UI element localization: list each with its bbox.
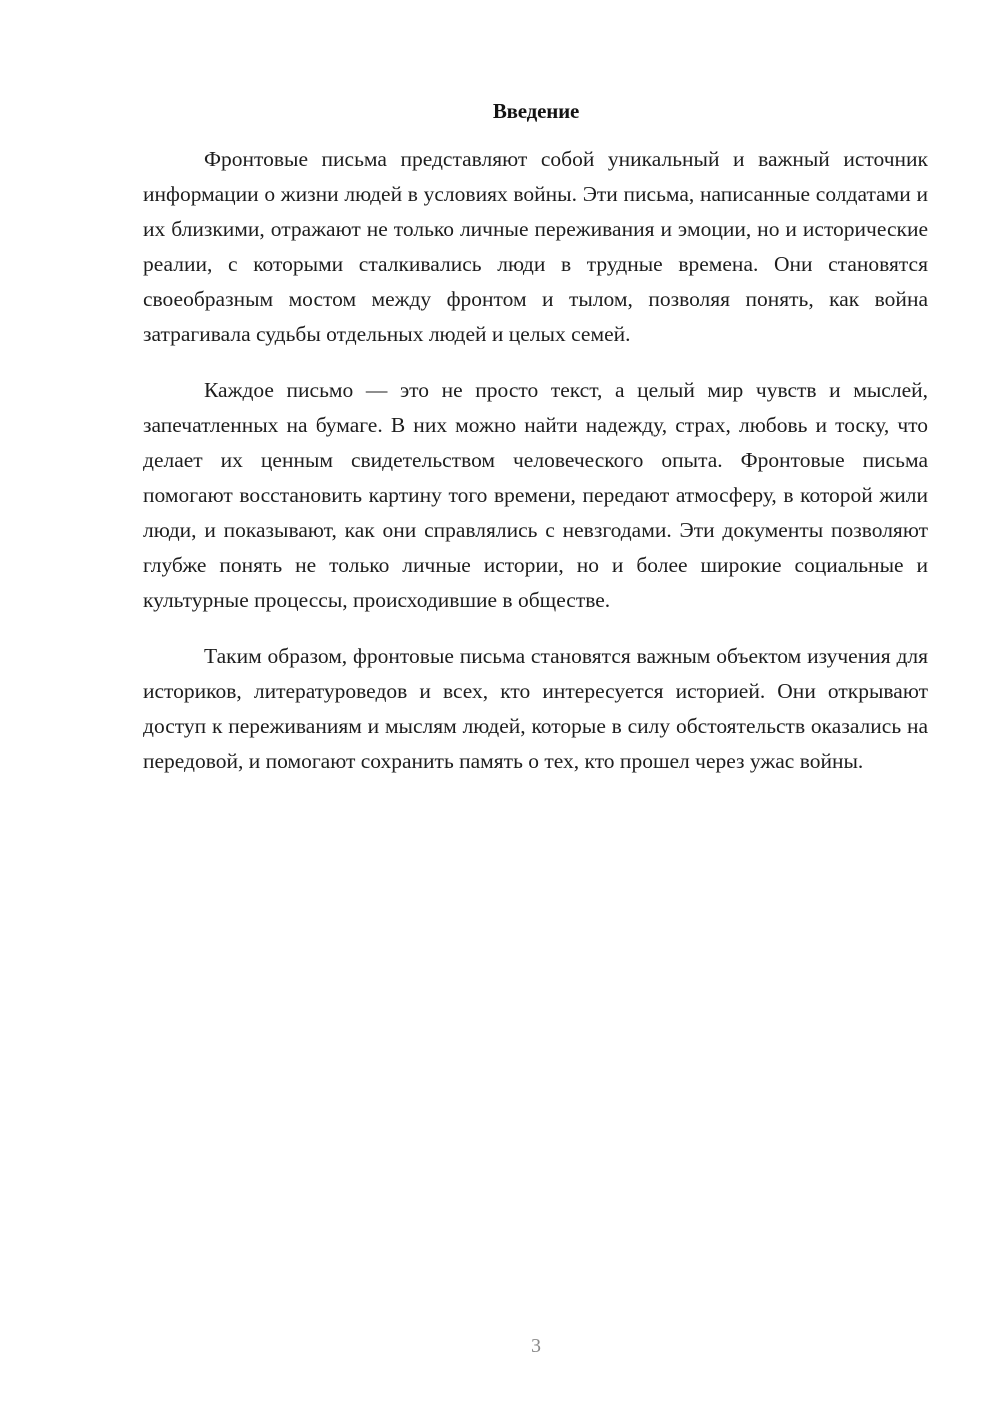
paragraph-1: Фронтовые письма представляют собой уникальный и важный источник информации о жизни людей в условиях войны. Эти письма, написанные солдатами и их близкими, отражают не только личные переживания и эмоции, но и исторические реалии, с которыми сталкивались люди в трудные времена. Они становятся своеобразным мостом между фронтом и тылом, позволяя понять, как война затрагивала судьбы отдельных людей и целых семей. <box>143 147 928 346</box>
paragraph-3: Таким образом, фронтовые письма становятся важным объектом изучения для историков, литературоведов и всех, кто интересуется историей. Они открывают доступ к переживаниям и мыслям людей, которые в силу обстоятельств оказались на передовой, и помогают сохранить память о тех, кто прошел через ужас войны. <box>143 644 928 773</box>
paragraph-2: Каждое письмо — это не просто текст, а целый мир чувств и мыслей, запечатленных на бумаге. В них можно найти надежду, страх, любовь и тоску, что делает их ценным свидетельством человеческого опыта. Фронтовые письма помогают восстановить картину того времени, передают атмосферу, в которой жили люди, и показывают, как они справлялись с невзгодами. Эти документы позволяют глубже понять не только личные истории, но и более широкие социальные и культурные процессы, происходившие в обществе. <box>143 378 928 612</box>
page-number: 3 <box>531 1335 541 1357</box>
section-title: Введение <box>492 99 580 123</box>
document-body <box>143 142 928 779</box>
